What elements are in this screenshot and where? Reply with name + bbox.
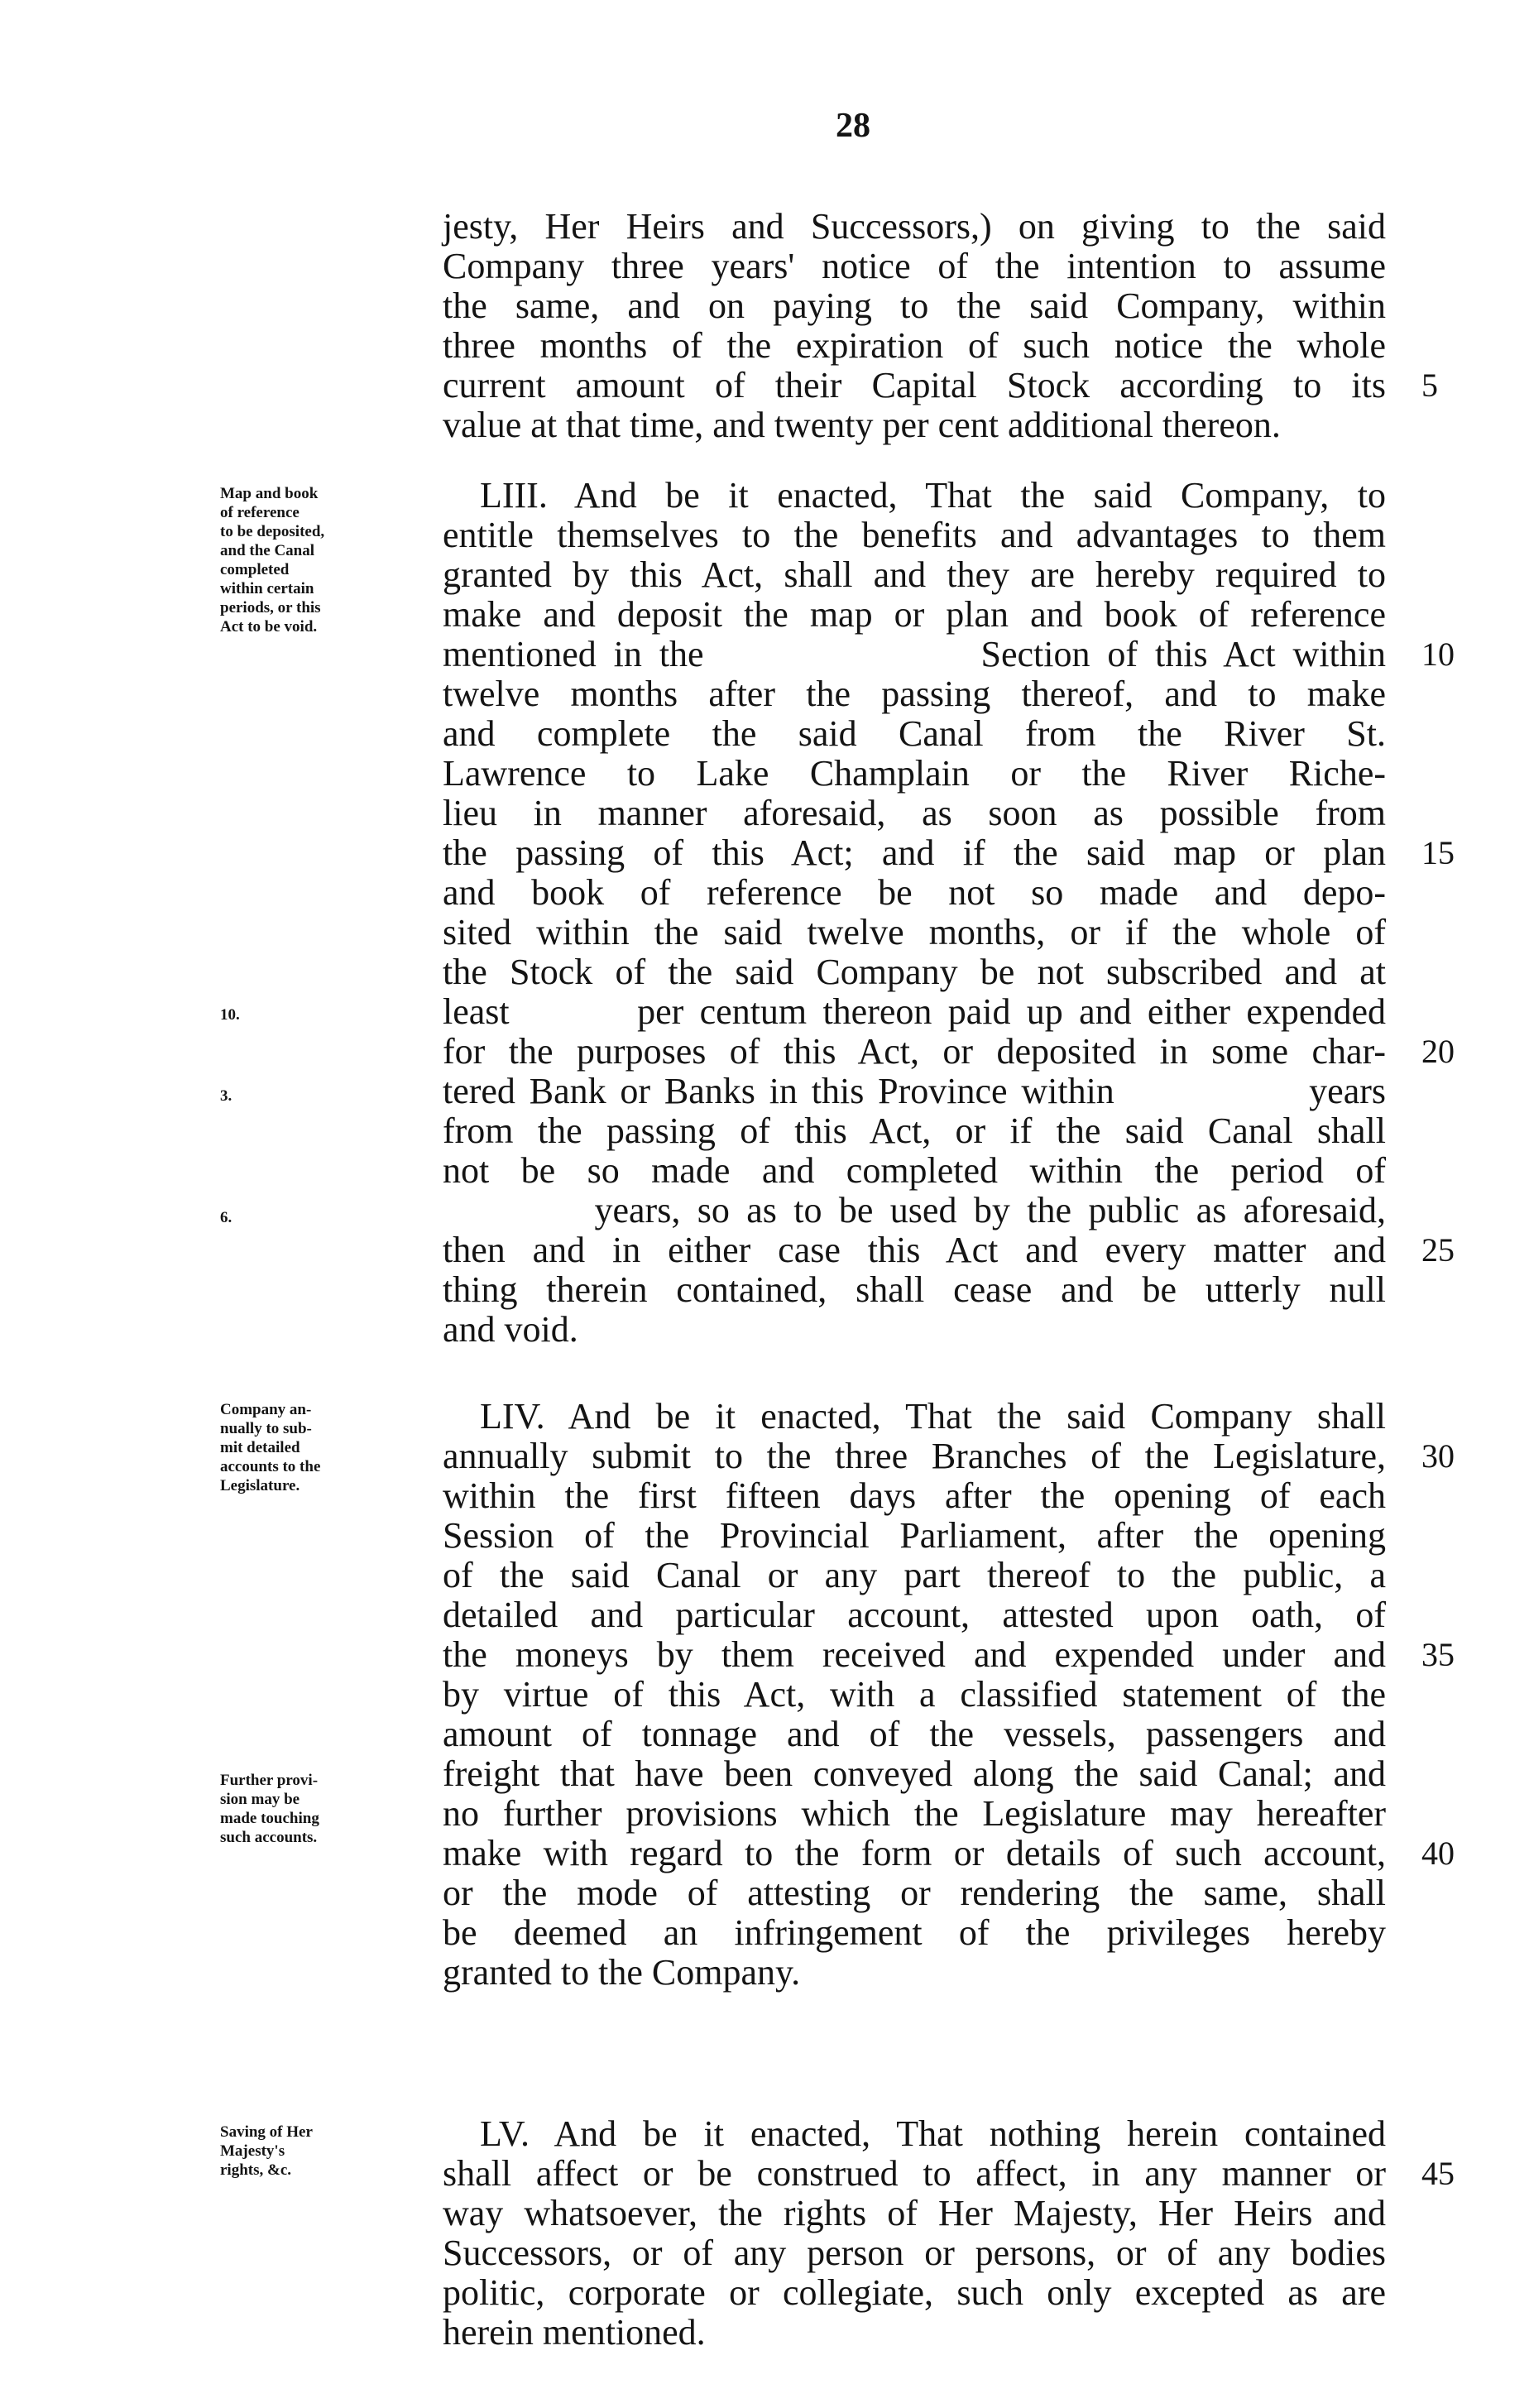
text-line: for the purposes of this Act, or deposited in some char- [443, 1031, 1386, 1072]
marginal-note-further-provision [220, 1771, 435, 1847]
text-line: the Stock of the said Company be not subscribed and at [443, 952, 1386, 992]
marginal-note-line: Further provi- [220, 1772, 319, 1789]
text-line: make with regard to the form or details of such account, [443, 1833, 1386, 1873]
section-liv [443, 1397, 1386, 1993]
paragraph-continuation [443, 207, 1386, 445]
line-number: 5 [1421, 367, 1438, 404]
text-line: and void. [443, 1309, 578, 1350]
text-line: granted to the Company. [443, 1952, 801, 1993]
marginal-note-number [220, 1208, 435, 1227]
line-number: 10 [1421, 636, 1455, 673]
line-number: 25 [1421, 1231, 1455, 1269]
line-number: 45 [1421, 2155, 1455, 2192]
text-line: of the said Canal or any part thereof to the public, a [443, 1555, 1386, 1595]
marginal-note-line: rights, &c. [220, 2161, 292, 2179]
text-line: three months of the expiration of such notice the whole [443, 325, 1386, 366]
marginal-note-line: 3. [220, 1087, 232, 1105]
marginal-note-line: Majesty's [220, 2142, 285, 2160]
text-line: politic, corporate or collegiate, such only excepted as are [443, 2272, 1386, 2313]
line-number: 40 [1421, 1835, 1455, 1872]
marginal-note-line: Map and book [220, 485, 319, 502]
text-line: granted by this Act, shall and they are hereby required to [443, 554, 1386, 595]
marginal-note-line: within certain [220, 580, 314, 597]
text-line: Successors, or of any person or persons, or of any bodies [443, 2233, 1386, 2273]
text-line: the passing of this Act; and if the said map or plan [443, 832, 1386, 873]
text-line: and book of reference be not so made and depo- [443, 872, 1386, 913]
line-number: 20 [1421, 1033, 1455, 1070]
text-line: years, so as to be used by the public as aforesaid, [443, 1190, 1386, 1230]
text-line: LIV. And be it enacted, That the said Company shall [480, 1396, 1386, 1437]
text-line: then and in either case this Act and every matter and [443, 1230, 1386, 1270]
text-line: annually submit to the three Branches of the Legislature, [443, 1436, 1386, 1476]
marginal-note-line: to be deposited, [220, 523, 325, 540]
text-line: the moneys by them received and expended under and [443, 1634, 1386, 1675]
text-line: tered Bank or Banks in this Province within years [443, 1071, 1386, 1111]
section-lv [443, 2114, 1386, 2353]
text-line: within the first fifteen days after the opening of each [443, 1475, 1386, 1516]
marginal-note-line: Company an- [220, 1401, 312, 1418]
marginal-note-line: completed [220, 561, 290, 578]
text-line: herein mentioned. [443, 2312, 706, 2353]
text-line: sited within the said twelve months, or if the whole of [443, 912, 1386, 952]
marginal-note-line: sion may be [220, 1791, 300, 1808]
line-number: 30 [1421, 1437, 1455, 1475]
marginal-note-map-and-book [220, 484, 435, 636]
marginal-note-saving-rights [220, 2123, 435, 2180]
section-liii [443, 476, 1386, 1350]
line-number: 15 [1421, 834, 1455, 871]
marginal-note-line: nually to sub- [220, 1420, 312, 1437]
marginal-note-line: accounts to the [220, 1458, 321, 1475]
text-line: twelve months after the passing thereof, and to make [443, 674, 1386, 714]
marginal-note-number [220, 1005, 435, 1024]
marginal-note-line: Saving of Her [220, 2123, 313, 2141]
marginal-note-line: periods, or this [220, 599, 321, 616]
text-line: way whatsoever, the rights of Her Majesty, Her Heirs and [443, 2193, 1386, 2233]
marginal-note-line: of reference [220, 504, 300, 521]
text-line: and complete the said Canal from the River St. [443, 713, 1386, 754]
text-line: jesty, Her Heirs and Successors,) on giving to the said [443, 206, 1386, 247]
text-line: by virtue of this Act, with a classified statement of the [443, 1674, 1386, 1715]
text-line: entitle themselves to the benefits and advantages to them [443, 515, 1386, 555]
marginal-note-line: Legislature. [220, 1477, 300, 1494]
text-line: amount of tonnage and of the vessels, passengers and [443, 1714, 1386, 1754]
text-line: Company three years' notice of the intention to assume [443, 246, 1386, 286]
marginal-note-number [220, 1086, 435, 1106]
marginal-note-line: such accounts. [220, 1829, 318, 1846]
text-line: shall affect or be construed to affect, in any manner or [443, 2153, 1386, 2194]
text-line: Session of the Provincial Parliament, after the opening [443, 1515, 1386, 1556]
marginal-note-company-accounts [220, 1400, 435, 1495]
text-line: no further provisions which the Legislature may hereafter [443, 1793, 1386, 1834]
text-line: thing therein contained, shall cease and be utterly null [443, 1269, 1386, 1310]
text-line: be deemed an infringement of the privileges hereby [443, 1912, 1386, 1953]
marginal-note-line: mit detailed [220, 1439, 300, 1456]
marginal-note-line: made touching [220, 1810, 319, 1827]
text-line: current amount of their Capital Stock according to its [443, 365, 1386, 405]
text-line: LV. And be it enacted, That nothing herein contained [480, 2113, 1386, 2154]
text-line: Lawrence to Lake Champlain or the River Riche- [443, 753, 1386, 794]
text-line: or the mode of attesting or rendering the same, shall [443, 1873, 1386, 1913]
text-line: the same, and on paying to the said Company, within [443, 285, 1386, 326]
marginal-note-line: 6. [220, 1209, 232, 1226]
marginal-note-line: and the Canal [220, 542, 315, 559]
text-line: lieu in manner aforesaid, as soon as possible from [443, 793, 1386, 833]
text-line: not be so made and completed within the period of [443, 1150, 1386, 1191]
page-number: 28 [836, 107, 870, 145]
text-line: freight that have been conveyed along the said Canal; and [443, 1753, 1386, 1794]
text-line: from the passing of this Act, or if the said Canal shall [443, 1110, 1386, 1151]
marginal-note-line: Act to be void. [220, 618, 318, 636]
text-line: least per centum thereon paid up and either expended [443, 991, 1386, 1032]
line-number: 35 [1421, 1636, 1455, 1673]
text-line: detailed and particular account, attested upon oath, of [443, 1595, 1386, 1635]
text-line: LIII. And be it enacted, That the said Company, to [480, 475, 1386, 516]
text-line: make and deposit the map or plan and book of reference [443, 594, 1386, 635]
marginal-note-line: 10. [220, 1006, 240, 1024]
text-line: mentioned in the Section of this Act within [443, 634, 1386, 674]
text-line: value at that time, and twenty per cent additional thereon. [443, 405, 1281, 445]
